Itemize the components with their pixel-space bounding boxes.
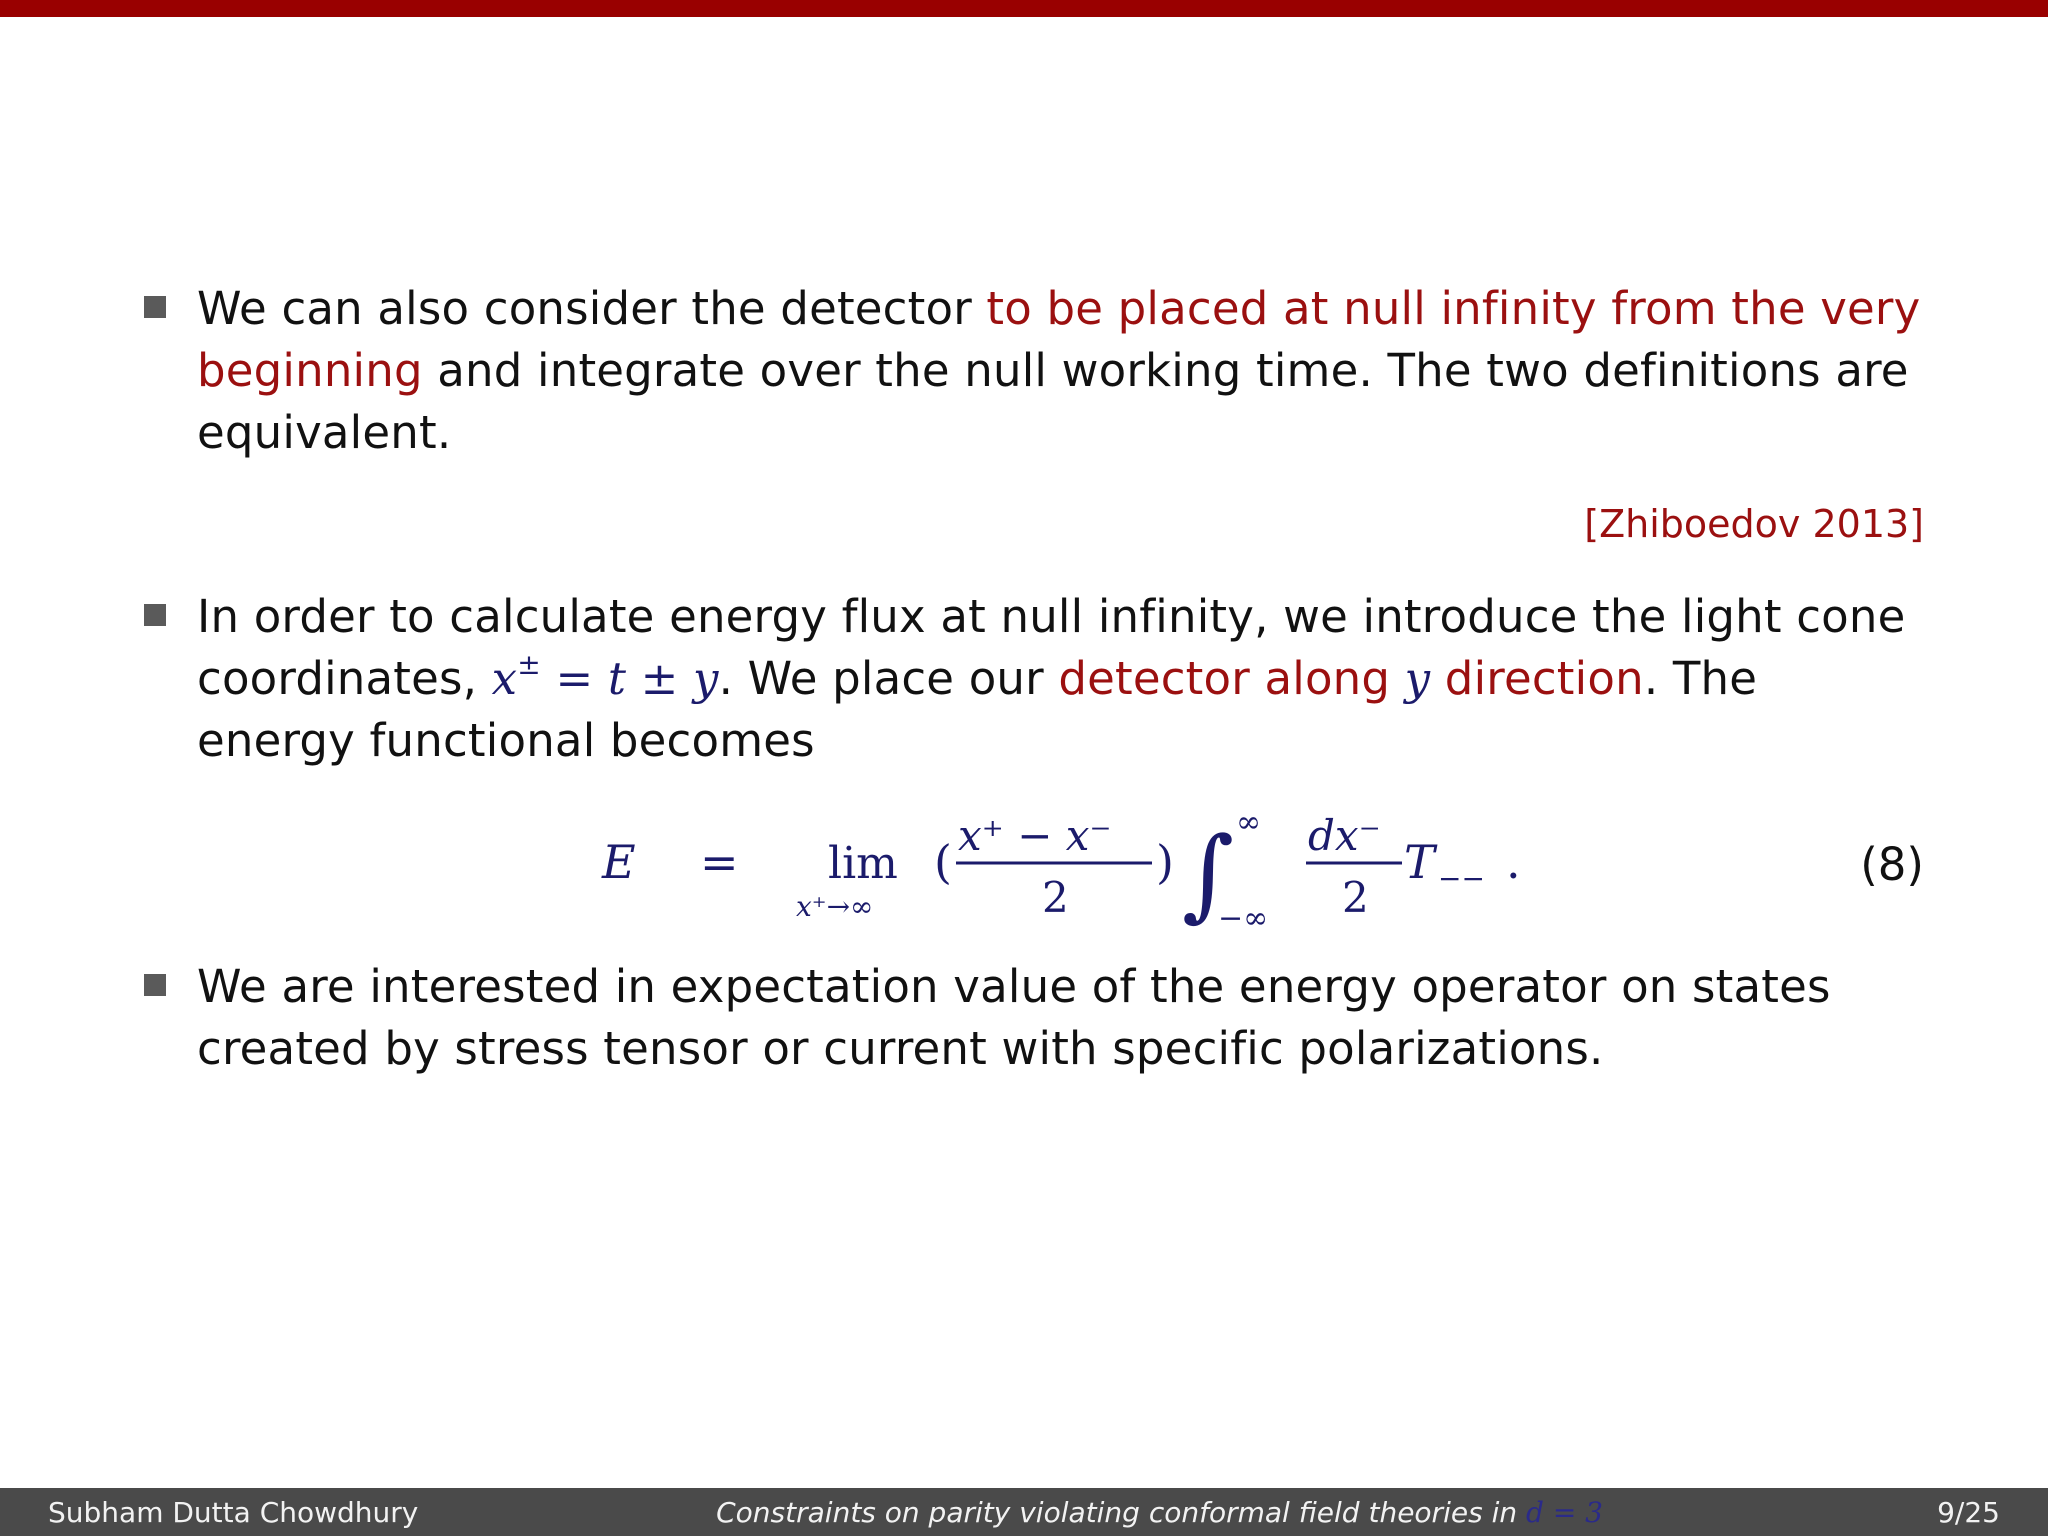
equation-lim: lim [828,838,898,889]
bullet-item-2 [144,586,1924,772]
bullet-text [197,278,1924,464]
citation: [Zhiboedov 2013] [1584,502,1924,546]
bullet-square-icon [144,604,166,626]
footer-title-math: d = 3 [1526,1496,1603,1529]
stress-tensor-symbol: T [1404,835,1435,889]
math-expression: = t ± y [540,652,719,705]
slide-footer [0,1488,2048,1536]
equation-lhs: E [602,835,636,889]
equation-graphic [0,796,2048,936]
equation-fraction-denominator: 2 [1042,873,1069,922]
equation-equals: = [700,835,739,889]
footer-title [716,1496,1603,1529]
highlighted-phrase: to be placed at null infinity from the very beginning [197,282,1921,397]
integral-upper-limit: ∞ [1236,805,1261,840]
bullet-text-segment: . We place our [718,652,1059,705]
inline-math: y [1404,652,1431,705]
bullet-text-segment: We are interested in expectation value of the energy operator on states created by stress tensor or current with specific polarizations. [197,960,1831,1075]
math-variable: x [491,652,518,705]
bullet-text-segment: . The energy functional becomes [197,652,1758,767]
display-equation [0,796,2048,936]
highlighted-phrase: direction [1430,652,1644,705]
math-superscript: ± [517,648,541,681]
differential-denominator: 2 [1342,873,1369,922]
bullet-text [197,586,1924,772]
highlighted-phrase: detector along [1058,652,1405,705]
integral-lower-limit: −∞ [1218,901,1269,936]
top-accent-bar [0,0,2048,17]
equation-close-paren: ) [1156,835,1174,889]
footer-title-text: Constraints on parity violating conformal field theories in [716,1496,1526,1529]
bullet-item-3 [144,956,1924,1080]
bullet-square-icon [144,296,166,318]
bullet-square-icon [144,974,166,996]
footer-author: Subham Dutta Chowdhury [48,1496,419,1529]
differential-numerator: dx⁻ [1308,811,1381,860]
equation-period: . [1506,835,1521,889]
equation-fraction-numerator: x⁺ − x⁻ [958,811,1112,860]
equation-number: (8) [1860,838,1924,891]
integral-sign: ∫ [1182,815,1235,932]
stress-tensor-subscript: −− [1438,862,1485,895]
bullet-text [197,956,1924,1080]
bullet-text-segment: In order to calculate energy flux at null infinity, we introduce the light cone coordinates, [197,590,1906,705]
bullet-text-segment: and integrate over the null working time. The two definitions are equivalent. [197,344,1909,459]
bullet-item-1 [144,278,1924,464]
equation-lim-subscript: x⁺→∞ [796,890,874,923]
inline-math [491,648,719,705]
equation-open-paren: ( [934,835,952,889]
page-number: 9/25 [1937,1496,2000,1529]
bullet-text-segment: We can also consider the detector [197,282,987,335]
